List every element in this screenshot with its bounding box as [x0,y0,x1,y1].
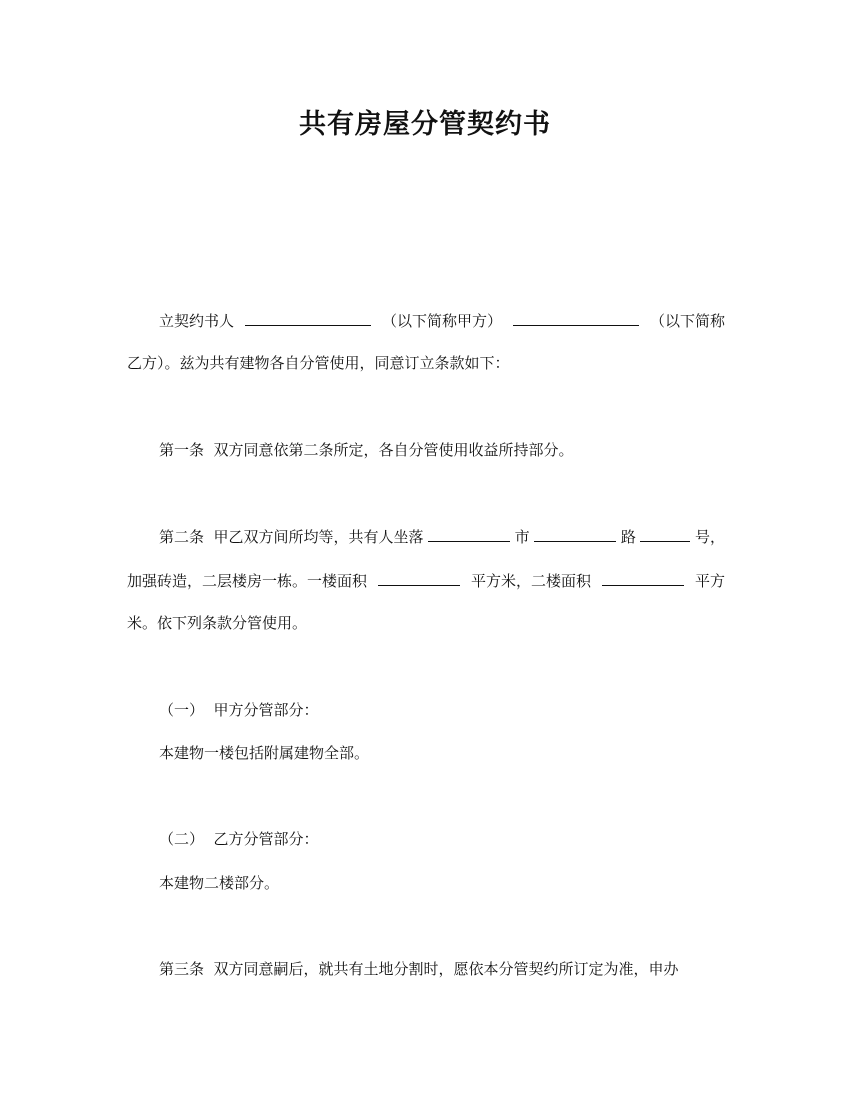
party-a-blank [245,311,371,326]
party-b-blank [513,311,639,326]
floor2-area-blank [602,571,684,586]
article-2-line-2 [127,571,725,591]
article-2-prefix: 第二条 甲乙双方间所均等，共有人坐落 [159,528,424,546]
section-1-heading: （一） 甲方分管部分： [159,701,319,719]
city-label: 市 [514,528,530,546]
intro-line-2: 乙方）。兹为共有建物各自分管使用，同意订立条款如下： [127,354,510,372]
city-blank [428,527,510,542]
floor1-area-blank [378,571,460,586]
number-blank [640,527,690,542]
section-2-body: 本建物二楼部分。 [159,874,280,892]
section-2-heading: （二） 乙方分管部分： [159,830,319,848]
article-2-line2-a: 加强砖造，二层楼房一栋。一楼面积 [127,572,368,590]
article-2-line2-b: 平方米，二楼面积 [470,572,591,590]
article-2-line-3: 米。依下列条款分管使用。 [127,614,308,632]
road-label: 路 [620,528,636,546]
section-1-body: 本建物一楼包括附属建物全部。 [159,744,370,762]
intro-prefix: 立契约书人 [159,312,235,330]
article-1: 第一条 双方同意依第二条所定，各自分管使用收益所持部分。 [159,441,574,459]
party-b-suffix: （以下简称 [649,312,725,330]
document-title: 共有房屋分管契约书 [299,109,551,140]
party-a-suffix: （以下简称甲方） [381,312,502,330]
intro-line-1 [159,311,725,331]
road-blank [534,527,616,542]
article-2-line-1 [159,527,725,547]
article-3: 第三条 双方同意嗣后，就共有土地分割时，愿依本分管契约所订定为准，申办 [159,960,679,978]
article-2-line2-c: 平方 [694,572,725,590]
number-label: 号， [694,528,725,546]
